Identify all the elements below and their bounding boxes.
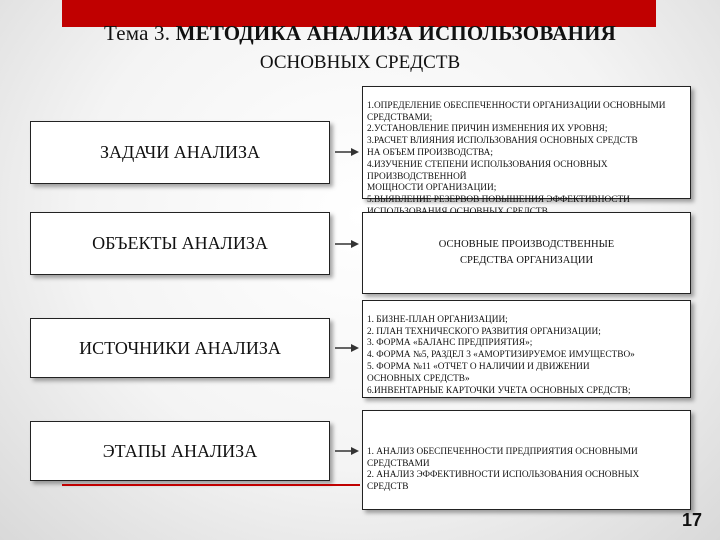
slide-title xyxy=(0,21,720,46)
detail-objects: ОСНОВНЫЕ ПРОИЗВОДСТВЕННЫЕ СРЕДСТВА ОРГАНИЗАЦИИ xyxy=(438,239,615,266)
label-box-sources xyxy=(30,318,330,378)
label-stages: ЭТАПЫ АНАЛИЗА xyxy=(102,440,258,461)
label-objects: ОБЪЕКТЫ АНАЛИЗА xyxy=(92,233,268,253)
detail-box-objects xyxy=(362,212,691,294)
label-tasks: ЗАДАЧИ АНАЛИЗА xyxy=(100,142,260,162)
page-number: 17 xyxy=(682,510,703,530)
title-prefix: Тема 3. xyxy=(103,21,176,45)
arrow-right-icon xyxy=(335,148,359,156)
detail-sources: 1. БИЗНЕ-ПЛАН ОРГАНИЗАЦИИ; 2. ПЛАН ТЕХНИЧЕСКОГО РАЗВИТИЯ ОРГАНИЗАЦИИ; 3. ФОРМА «БАЛАНС ПРЕДПРИЯТИЯ»; 4. ФОРМА №5, РАЗДЕЛ 3 «АМОРТИЗИРУЕМОЕ ИМУЩЕСТВО» 5. ФОРМА №11 «ОТЧЕТ О НАЛИЧИИ И ДВИЖЕНИИ ОСНОВНЫХ СРЕДСТВ» 6.ИНВЕНТАРНЫЕ КАРТОЧКИ УЧЕТА ОСНОВНЫХ СРЕДСТВ; xyxy=(367,314,635,396)
label-box-stages xyxy=(30,421,330,481)
label-box-tasks xyxy=(30,121,330,184)
detail-stages: 1. АНАЛИЗ ОБЕСПЕЧЕННОСТИ ПРЕДПРИЯТИЯ ОСНОВНЫМИ СРЕДСТВАМИ 2. АНАЛИЗ ЭФФЕКТИВНОСТИ ИСПОЛЬЗОВАНИЯ ОСНОВНЫХ СРЕДСТВ xyxy=(367,446,640,493)
detail-box-sources xyxy=(362,300,691,398)
detail-box-stages xyxy=(362,410,691,510)
detail-tasks: 1.ОПРЕДЕЛЕНИЕ ОБЕСПЕЧЕННОСТИ ОРГАНИЗАЦИИ ОСНОВНЫМИ СРЕДСТВАМИ; 2.УСТАНОВЛЕНИЕ ПРИЧИН ИЗМЕНЕНИЯ ИХ УРОВНЯ; 3.РАСЧЕТ ВЛИЯНИЯ ИСПОЛЬЗОВАНИЯ ОСНОВНЫХ СРЕДСТВ НА ОБЪЕМ ПРОИЗВОДСТВА; 4.ИЗУЧЕНИЕ СТЕПЕНИ ИСПОЛЬЗОВАНИЯ ОСНОВНЫХ ПРОИЗВОДСТВЕННОЙ МОЩНОСТИ ОРГАНИЗАЦИИ; 5.ВЫЯВЛЕНИЕ РЕЗЕРВОВ ПОВЫШЕНИЯ ЭФФЕКТИВНОСТИ xyxy=(367,100,666,206)
label-sources: ИСТОЧНИКИ АНАЛИЗА xyxy=(79,337,281,358)
arrow-right-icon xyxy=(335,344,359,352)
arrow-right-icon xyxy=(335,240,359,248)
slide-subtitle: ОСНОВНЫХ СРЕДСТВ xyxy=(259,52,461,73)
title-bold: МЕТОДИКА АНАЛИЗА ИСПОЛЬЗОВАНИЯ xyxy=(175,21,617,45)
arrow-right-icon xyxy=(335,447,359,455)
detail-box-tasks xyxy=(362,86,691,206)
label-box-objects xyxy=(30,212,330,275)
bottom-accent-line xyxy=(62,484,360,486)
